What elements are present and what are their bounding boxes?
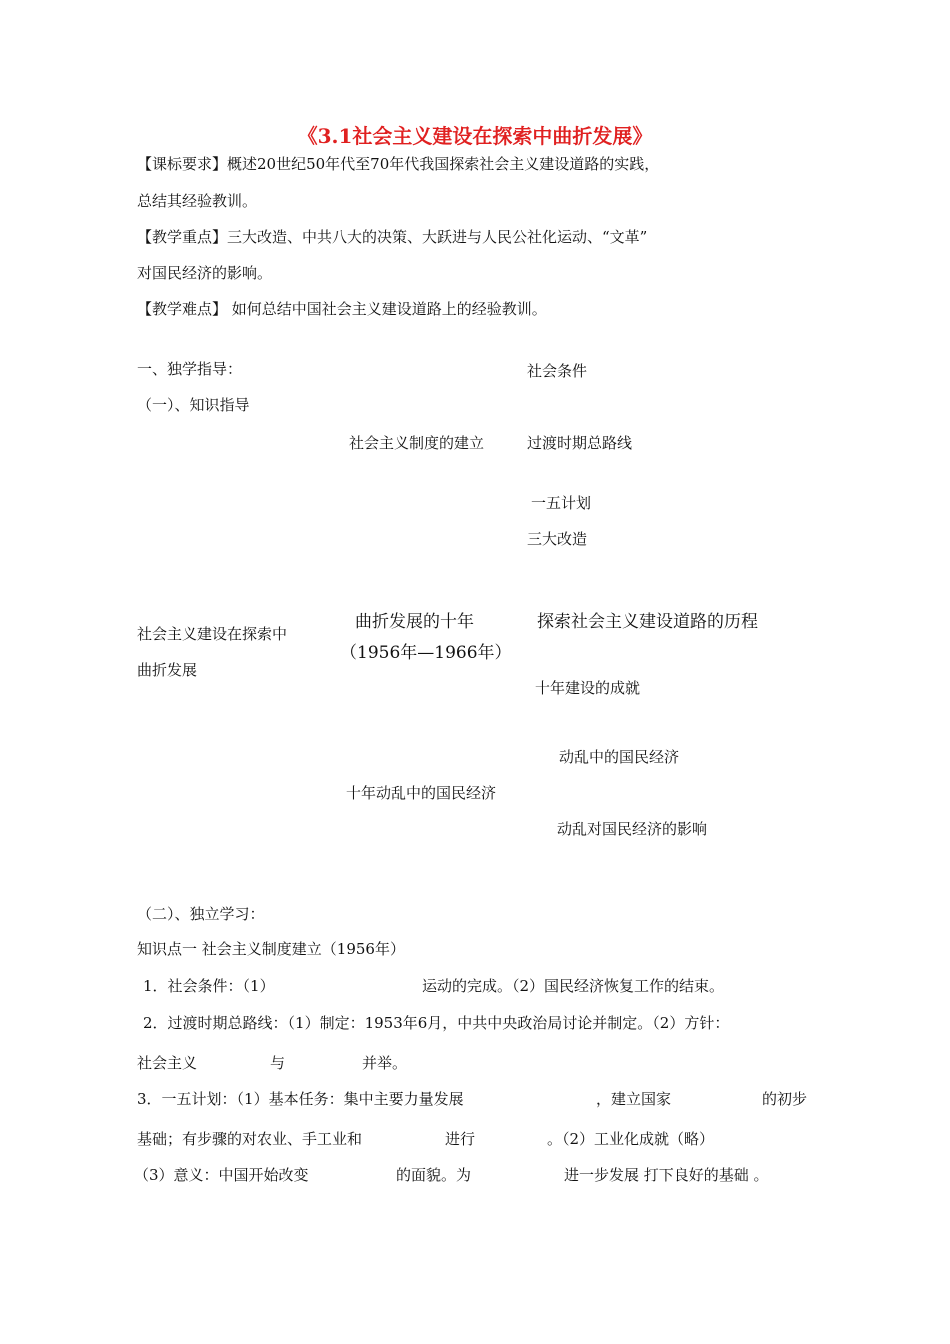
item-3-text-d: 基础；有步骤的对农业、手工业和 (137, 1130, 363, 1148)
item-3-text-b: ，建立国家 (596, 1090, 672, 1108)
item-3-text-e: 进行 (445, 1130, 476, 1148)
item-3-text-c: 的初步 (762, 1090, 808, 1108)
section-2-heading: （二）、独立学习： (137, 905, 265, 923)
knowledge-point-1: 知识点一 社会主义制度建立（1956年） (137, 940, 405, 958)
item-3-text-h: 的面貌。为 (396, 1166, 472, 1184)
teaching-focus: 【教学重点】三大改造、中共八大的决策、大跃进与人民公社化运动、“文革” (137, 228, 648, 246)
item-3-text: 3．一五计划：（1）基本任务：集中主要力量发展 (137, 1090, 464, 1108)
curriculum-requirement: 【课标要求】概述20世纪50年代至70年代我国探索社会主义建设道路的实践， (137, 155, 660, 173)
outline-turmoil-impact: 动乱对国民经济的影响 (557, 820, 708, 838)
outline-exploration-history: 探索社会主义建设道路的历程 (537, 612, 758, 632)
teaching-focus-cont: 对国民经济的影响。 (137, 264, 273, 282)
item-2-blank-b: 与 (270, 1054, 286, 1072)
outline-five-year-plan: 一五计划 (531, 494, 592, 512)
outline-root-cont: 曲折发展 (137, 661, 198, 679)
outline-decade-turmoil: 十年动乱中的国民经济 (346, 784, 497, 802)
section-1-heading: 一、独学指导： (137, 360, 243, 378)
item-1-text: 1．社会条件：（1） (143, 977, 275, 995)
item-3-text-i: 进一步发展 打下良好的基础 。 (564, 1166, 769, 1184)
teaching-difficulty: 【教学难点】 如何总结中国社会主义建设道路上的经验教训。 (137, 300, 547, 318)
item-3-text-g: （3）意义：中国开始改变 (134, 1166, 309, 1184)
outline-establishment: 社会主义制度的建立 (349, 434, 485, 452)
outline-decade-years: （1956年—1966年） (340, 643, 512, 663)
outline-turmoil-economy: 动乱中的国民经济 (559, 748, 680, 766)
outline-decade-title: 曲折发展的十年 (355, 612, 474, 632)
item-1-text-cont: 运动的完成。（2）国民经济恢复工作的结束。 (422, 977, 725, 995)
outline-social-conditions: 社会条件 (527, 362, 588, 380)
outline-root: 社会主义建设在探索中 (137, 625, 288, 643)
curriculum-requirement-cont: 总结其经验教训。 (137, 192, 258, 210)
section-1-subheading: （一）、知识指导 (137, 396, 250, 414)
outline-transition-line: 过渡时期总路线 (527, 434, 633, 452)
outline-decade-achievements: 十年建设的成就 (535, 679, 641, 697)
item-2-blank-a: 社会主义 (137, 1054, 198, 1072)
item-2-blank-c: 并举。 (362, 1054, 408, 1072)
page-title: 《3.1社会主义建设在探索中曲折发展》 (297, 124, 653, 148)
item-2-text: 2．过渡时期总路线：（1）制定：1953年6月，中共中央政治局讨论并制定。（2）方针： (143, 1014, 730, 1032)
item-3-text-f: 。（2）工业化成就（略） (547, 1130, 715, 1148)
outline-three-reforms: 三大改造 (527, 530, 588, 548)
